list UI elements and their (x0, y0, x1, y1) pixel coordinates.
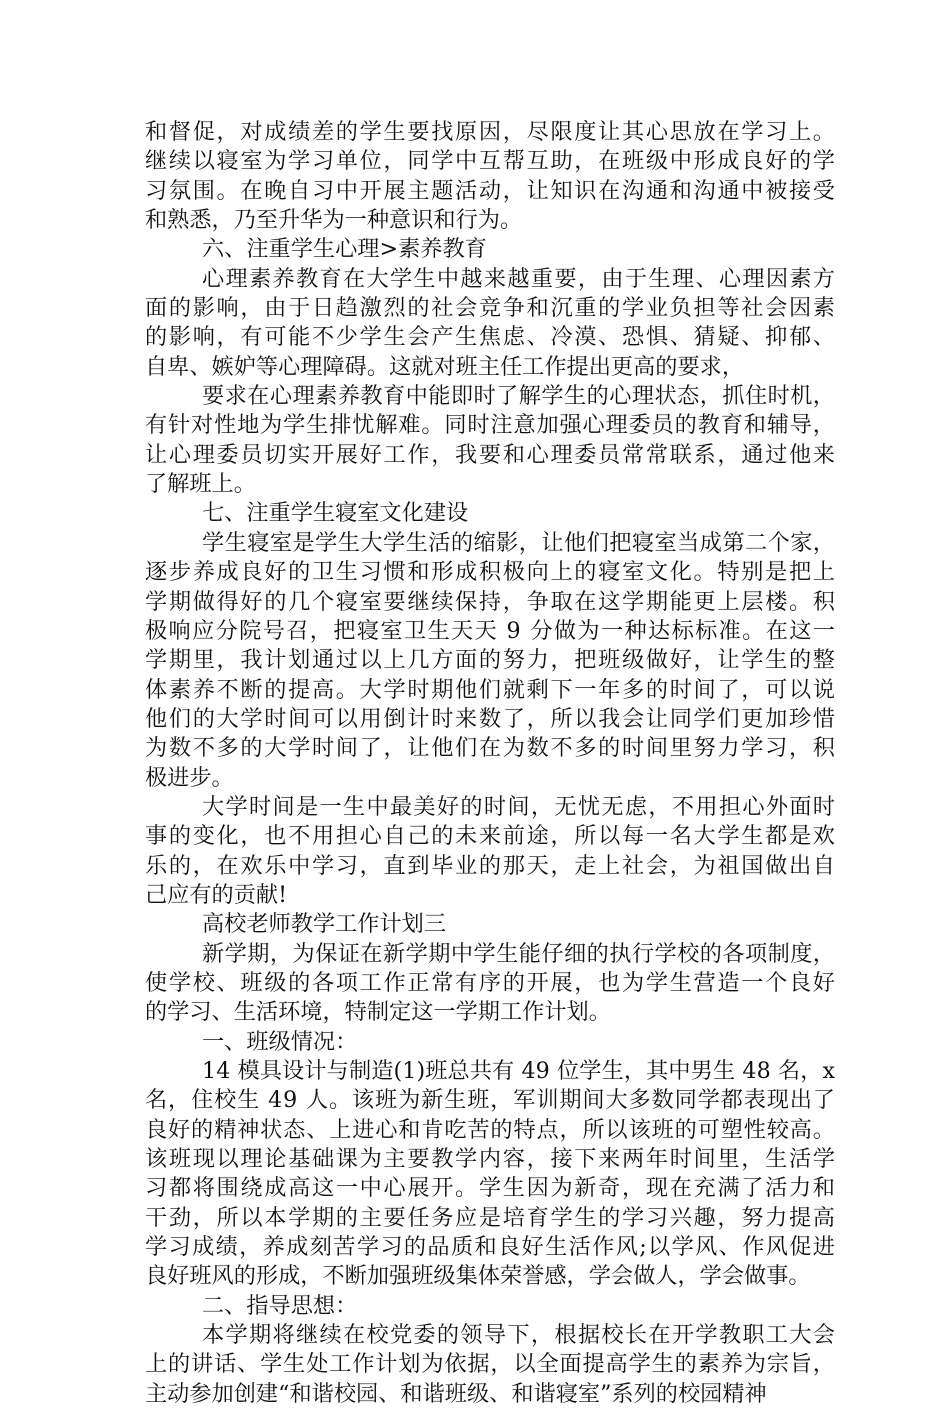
text-line: 己应有的贡献! (145, 881, 288, 908)
text-line: 上的讲话、学生处工作计划为依据，以全面提高学生的素养为宗旨， (145, 1351, 836, 1378)
text-line: 继续以寝室为学习单位，同学中互帮互助，在班级中形成良好的学 (145, 148, 837, 175)
document-body (145, 118, 835, 1409)
text-line: 高校老师教学工作计划三 (202, 911, 447, 938)
text-line: 心理素养教育在大学生中越来越重要，由于生理、心理因素方 (202, 265, 837, 292)
text-line: 学期做得好的几个寝室要继续保持，争取在这学期能更上层楼。积 (145, 588, 837, 615)
text-line: 大学时间是一生中最美好的时间，无忧无虑，不用担心外面时 (202, 793, 837, 820)
text-line: 了解班上。 (145, 471, 256, 498)
text-line: 和督促，对成绩差的学生要找原因，尽限度让其心思放在学习上。 (145, 119, 837, 145)
text-line: 该班现以理论基础课为主要教学内容，接下来两年时间里，生活学 (145, 1146, 837, 1173)
text-line: 逐步养成良好的卫生习惯和形成积极向上的寝室文化。特别是把上 (145, 559, 837, 586)
text-line: 自卑、嫉妒等心理障碍。这就对班主任工作提出更高的要求， (145, 353, 745, 380)
text-line: 学习成绩，养成刻苦学习的品质和良好生活作风;以学风、作风促进 (145, 1234, 837, 1261)
text-line: 六、注重学生心理>素养教育 (202, 236, 487, 263)
text-line: 体素养不断的提高。大学时期他们就剩下一年多的时间了，可以说 (145, 676, 837, 703)
text-line: 习都将围绕成高这一中心展开。学生因为新奇，现在充满了活力和 (145, 1175, 837, 1202)
text-line: 的学习、生活环境，特制定这一学期工作计划。 (145, 999, 611, 1026)
text-line: 二、指导思想： (202, 1292, 358, 1319)
text-line: 名，住校生 49 人。该班为新生班，军训期间大多数同学都表现出了 (145, 1087, 836, 1114)
text-line: 让心理委员切实开展好工作，我要和心理委员常常联系，通过他来 (145, 441, 837, 468)
text-line: 要求在心理素养教育中能即时了解学生的心理状态，抓住时机， (202, 383, 836, 410)
text-line: 面的影响，由于日趋激烈的社会竞争和沉重的学业负担等社会因素 (145, 295, 837, 322)
text-line: 学期里，我计划通过以上几方面的努力，把班级做好，让学生的整 (145, 647, 837, 674)
text-line: 使学校、班级的各项工作正常有序的开展，也为学生营造一个良好 (145, 969, 837, 996)
text-line: 极进步。 (145, 764, 234, 791)
text-line: 主动参加创建“和谐校园、和谐班级、和谐寝室”系列的校园精神 (145, 1380, 767, 1407)
text-line: 有针对性地为学生排忧解难。同时注意加强心理委员的教育和辅导， (145, 412, 836, 439)
text-line: 乐的，在欢乐中学习，直到毕业的那天，走上社会，为祖国做出自 (145, 852, 837, 879)
text-line: 良好班风的形成，不断加强班级集体荣誉感，学会做人，学会做事。 (145, 1263, 811, 1290)
text-line: 他们的大学时间可以用倒计时来数了，所以我会让同学们更加珍惜 (145, 705, 837, 732)
text-line: 良好的精神状态、上进心和肯吃苦的特点，所以该班的可塑性较高。 (145, 1116, 836, 1143)
text-line: 14 模具设计与制造(1)班总共有 49 位学生，其中男生 48 名，x (202, 1058, 836, 1084)
text-line: 干劲，所以本学期的主要任务应是培育学生的学习兴趣，努力提高 (145, 1204, 837, 1231)
text-line: 新学期，为保证在新学期中学生能仔细的执行学校的各项制度， (202, 940, 836, 967)
text-line: 为数不多的大学时间了，让他们在为数不多的时间里努力学习，积 (145, 735, 837, 762)
text-line: 七、注重学生寝室文化建设 (202, 500, 469, 527)
text-line: 学生寝室是学生大学生活的缩影，让他们把寝室当成第二个家， (202, 529, 836, 556)
text-line: 习氛围。在晚自习中开展主题活动，让知识在沟通和沟通中被接受 (145, 177, 837, 204)
text-line: 的影响，有可能不少学生会产生焦虑、冷漠、恐惧、猜疑、抑郁、 (145, 324, 837, 351)
text-line: 一、班级情况： (202, 1028, 358, 1055)
text-line: 和熟悉，乃至升华为一种意识和行为。 (145, 207, 523, 234)
text-line: 极响应分院号召，把寝室卫生天天 9 分做为一种达标标准。在这一 (145, 617, 837, 644)
text-line: 本学期将继续在校党委的领导下，根据校长在开学教职工大会 (202, 1322, 837, 1349)
text-line: 事的变化，也不用担心自己的未来前途，所以每一名大学生都是欢 (145, 823, 837, 850)
